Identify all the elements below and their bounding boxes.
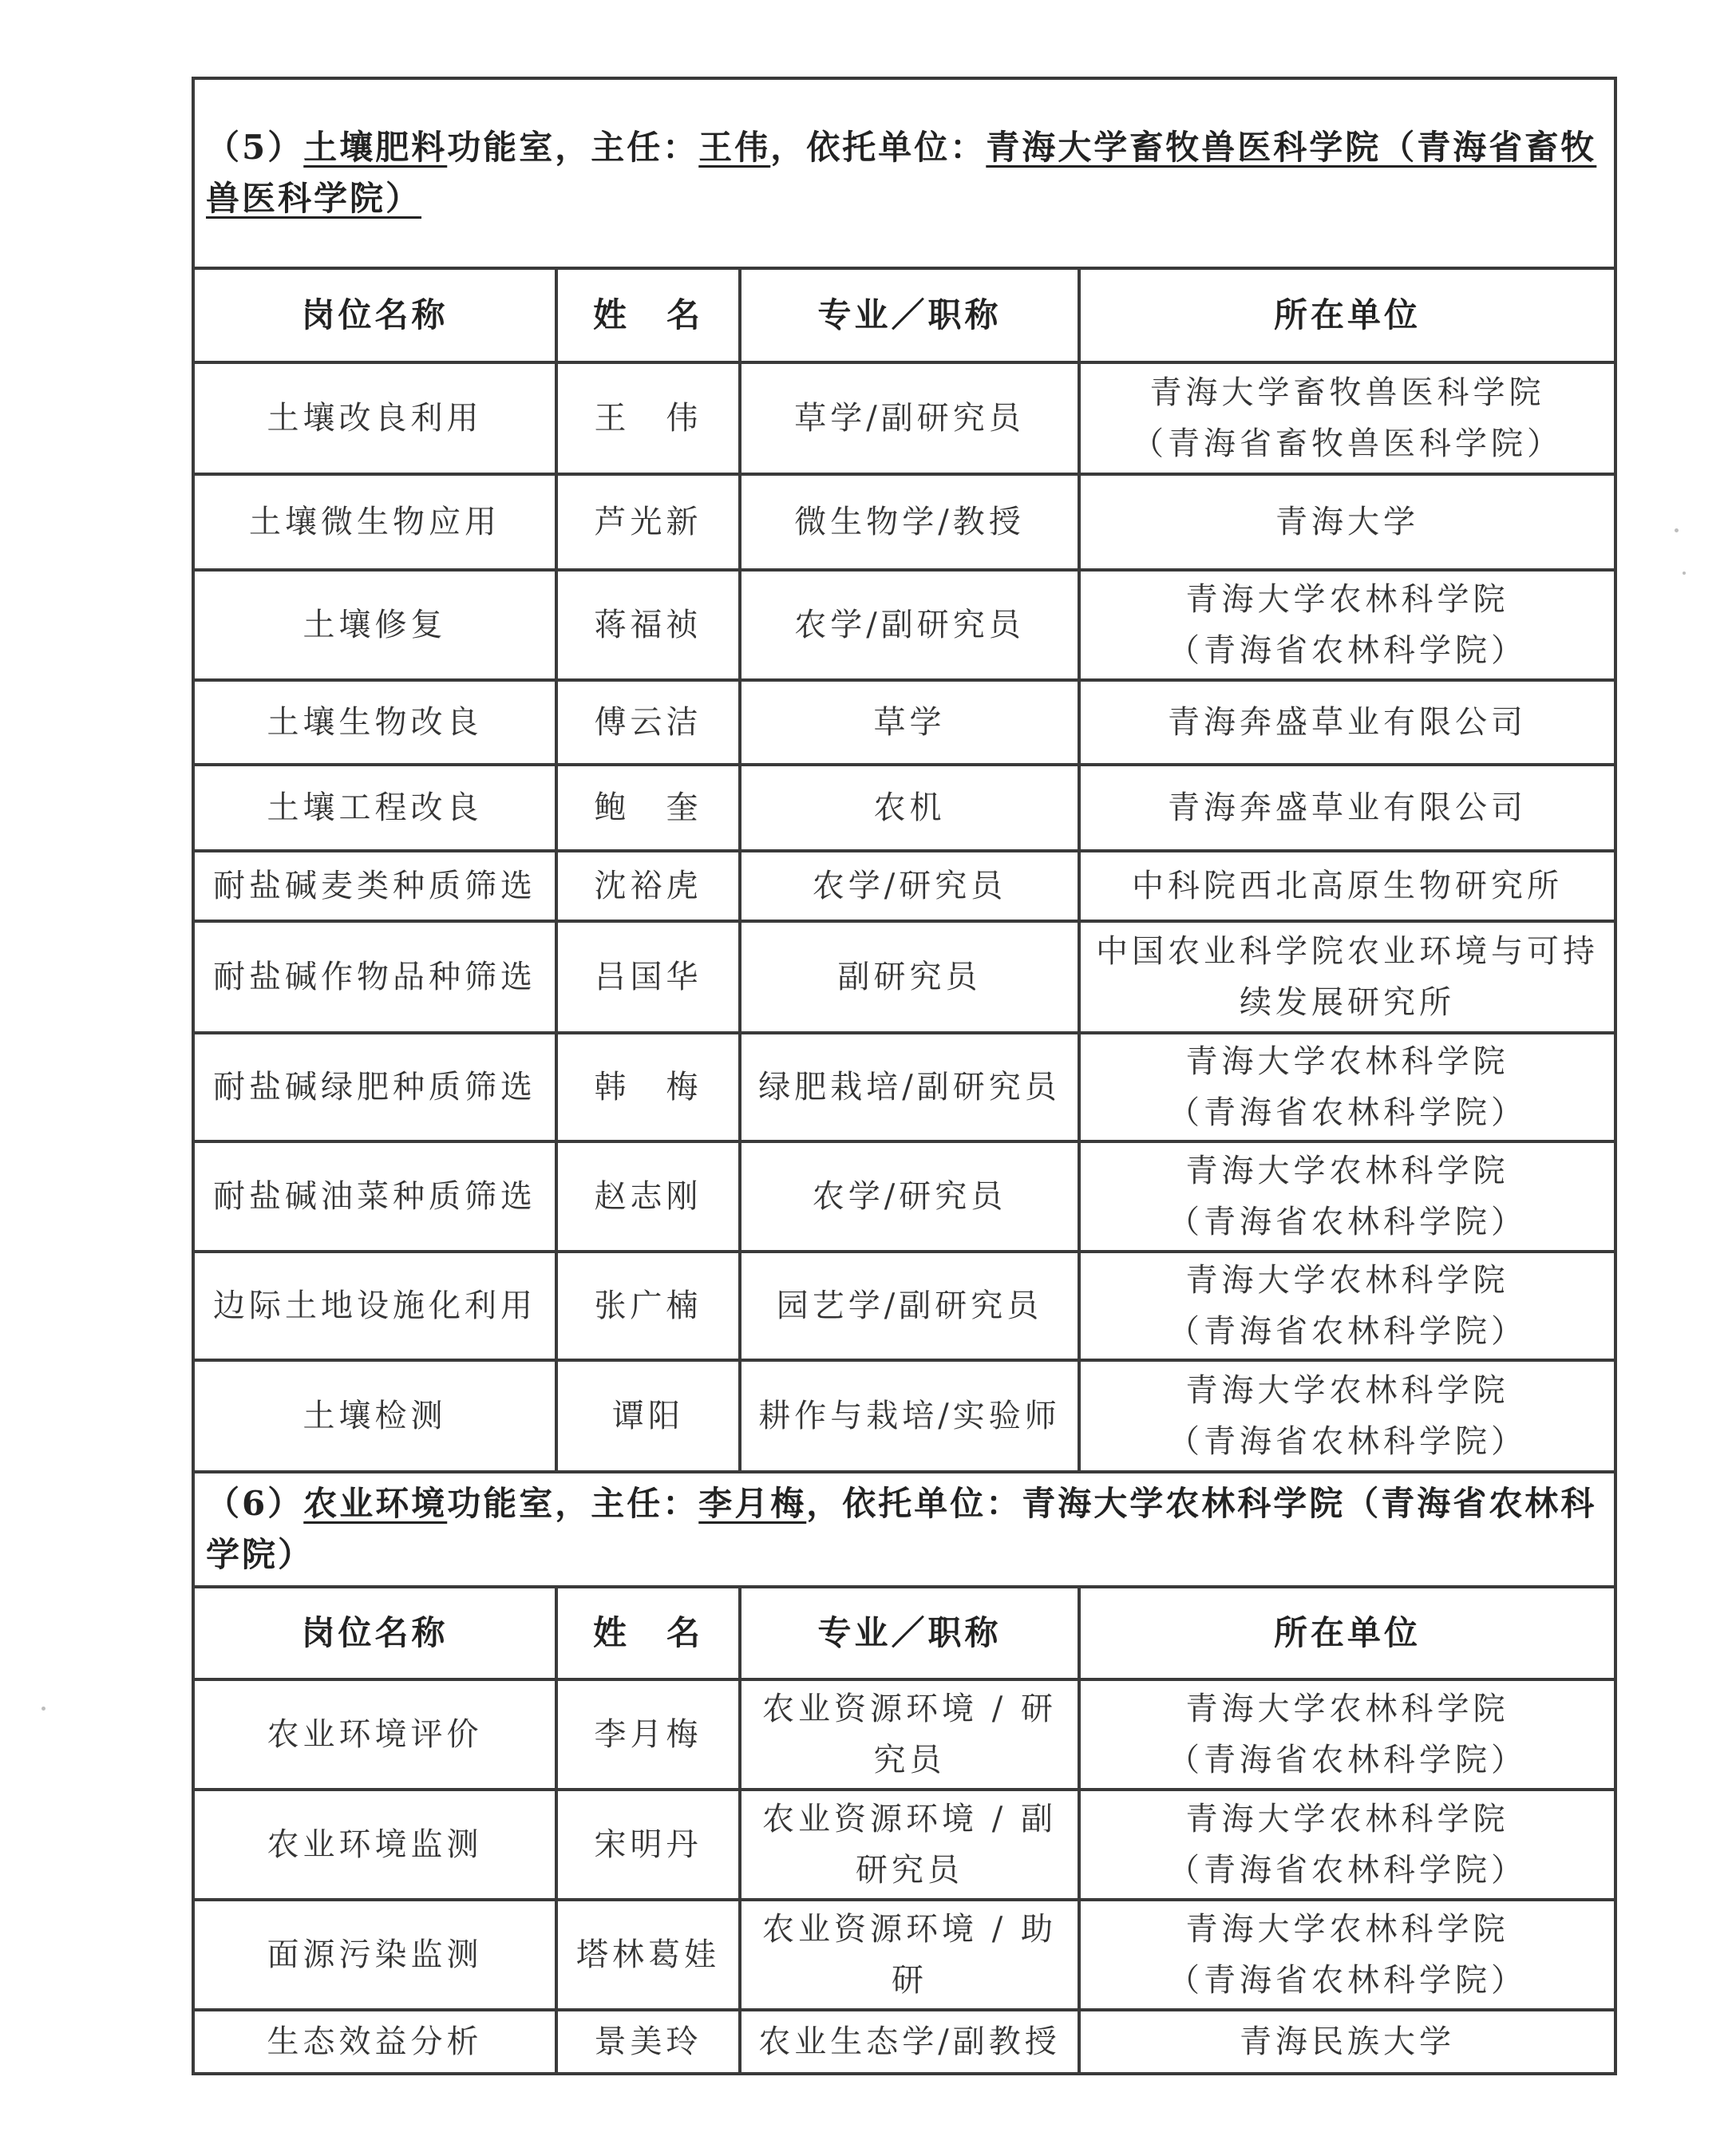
- cell-major-line: 究员: [873, 1742, 946, 1778]
- table-row: [193, 570, 1615, 680]
- cell-position: 耐盐碱麦类种质筛选: [193, 851, 556, 921]
- cell-major-line: 农业生态学/副教授: [758, 2023, 1061, 2060]
- table-row: [193, 921, 1615, 1033]
- cell-name: 李月梅: [556, 1679, 740, 1790]
- cell-unit-line: （青海省农林科学院）: [1168, 1094, 1527, 1131]
- cell-name: 韩 梅: [556, 1033, 740, 1141]
- unit-label: ，依托单位：: [806, 1484, 1022, 1523]
- staff-table: [192, 77, 1617, 2075]
- cell-position: 耐盐碱绿肥种质筛选: [193, 1033, 556, 1141]
- cell-position: 土壤生物改良: [193, 680, 556, 765]
- cell-major: [740, 1679, 1079, 1790]
- cell-major: [740, 1900, 1079, 2010]
- cell-unit-line: （青海省农林科学院）: [1168, 1204, 1527, 1240]
- table-row: [193, 1033, 1615, 1141]
- cell-name: 鲍 奎: [556, 765, 740, 851]
- cell-position: 农业环境监测: [193, 1790, 556, 1900]
- cell-position: 土壤微生物应用: [193, 474, 556, 570]
- cell-name: 芦光新: [556, 474, 740, 570]
- section-heading: [193, 78, 1615, 268]
- cell-unit-line: 青海大学农林科学院: [1185, 1911, 1509, 1948]
- cell-unit-line: 青海大学农林科学院: [1185, 1801, 1509, 1837]
- cell-major-line: 绿肥栽培/副研究员: [758, 1069, 1061, 1106]
- lab-suffix: 功能室，主任：: [447, 128, 699, 167]
- cell-unit: [1079, 1141, 1615, 1252]
- cell-unit: [1079, 474, 1615, 570]
- cell-position: 土壤检测: [193, 1360, 556, 1472]
- cell-unit: [1079, 1900, 1615, 2010]
- cell-unit-line: （青海省农林科学院）: [1168, 1852, 1527, 1889]
- cell-name: 赵志刚: [556, 1141, 740, 1252]
- cell-major: [740, 851, 1079, 921]
- cell-unit-line: 青海大学农林科学院: [1185, 1043, 1509, 1080]
- cell-major-line: 研究员: [856, 1852, 963, 1889]
- header-major: 专业／职称: [740, 1587, 1079, 1679]
- cell-unit-line: 青海大学农林科学院: [1185, 581, 1509, 618]
- cell-unit-line: 青海大学农林科学院: [1185, 1262, 1509, 1299]
- cell-unit-line: 青海大学: [1275, 504, 1419, 540]
- cell-unit: [1079, 921, 1615, 1033]
- cell-unit: [1079, 362, 1615, 474]
- lab-name: 农业环境: [303, 1484, 448, 1523]
- cell-major-line: 农机: [873, 789, 946, 826]
- section-number: （5）: [206, 128, 304, 167]
- cell-major: [740, 1790, 1079, 1900]
- cell-name: 傅云洁: [556, 680, 740, 765]
- cell-major: [740, 1360, 1079, 1472]
- cell-position: 农业环境评价: [193, 1679, 556, 1790]
- table-row: [193, 851, 1615, 921]
- cell-unit-line: 青海大学农林科学院: [1185, 1372, 1509, 1409]
- header-row: [193, 268, 1615, 362]
- cell-unit-line: 中科院西北高原生物研究所: [1132, 868, 1563, 904]
- cell-major-line: 微生物学/教授: [794, 504, 1025, 540]
- cell-unit-line: （青海省农林科学院）: [1168, 632, 1527, 669]
- cell-major: [740, 1252, 1079, 1360]
- scan-speck: [1675, 528, 1679, 532]
- cell-name: 王 伟: [556, 362, 740, 474]
- cell-major-line: 农学/研究员: [812, 868, 1007, 904]
- table-row: [193, 1252, 1615, 1360]
- table-row: [193, 1141, 1615, 1252]
- header-unit: 所在单位: [1079, 268, 1615, 362]
- cell-unit-line: 青海大学畜牧兽医科学院: [1149, 374, 1545, 411]
- header-row: [193, 1587, 1615, 1679]
- cell-unit-line: 中国农业科学院农业环境与可持: [1096, 933, 1599, 970]
- cell-unit: [1079, 1679, 1615, 1790]
- cell-name: 塔林葛娃: [556, 1900, 740, 2010]
- cell-major-line: 农学/研究员: [812, 1178, 1007, 1215]
- cell-name: 谭阳: [556, 1360, 740, 1472]
- cell-major: [740, 570, 1079, 680]
- cell-position: 生态效益分析: [193, 2010, 556, 2074]
- director-name: 王伟: [698, 128, 771, 167]
- cell-unit: [1079, 1790, 1615, 1900]
- cell-unit-line: （青海省农林科学院）: [1168, 1423, 1527, 1460]
- header-unit: 所在单位: [1079, 1587, 1615, 1679]
- cell-major-line: 副研究员: [837, 959, 982, 995]
- cell-position: 土壤改良利用: [193, 362, 556, 474]
- table-row: [193, 474, 1615, 570]
- cell-position: 面源污染监测: [193, 1900, 556, 2010]
- cell-major-line: 农业资源环境 / 助: [762, 1911, 1057, 1948]
- cell-major-line: 研: [892, 1962, 927, 1999]
- cell-unit: [1079, 1360, 1615, 1472]
- cell-major: [740, 765, 1079, 851]
- cell-unit: [1079, 851, 1615, 921]
- cell-major-line: 草学: [873, 704, 946, 741]
- header-name: 姓 名: [556, 268, 740, 362]
- cell-position: 土壤修复: [193, 570, 556, 680]
- cell-major-line: 农业资源环境 / 研: [762, 1691, 1057, 1727]
- header-position: 岗位名称: [193, 1587, 556, 1679]
- table-row: [193, 1900, 1615, 2010]
- cell-name: 沈裕虎: [556, 851, 740, 921]
- table-row: [193, 680, 1615, 765]
- cell-unit: [1079, 1033, 1615, 1141]
- cell-unit: [1079, 2010, 1615, 2074]
- header-name: 姓 名: [556, 1587, 740, 1679]
- cell-major: [740, 474, 1079, 570]
- cell-unit-line: 续发展研究所: [1240, 984, 1455, 1021]
- cell-major: [740, 680, 1079, 765]
- cell-name: 宋明丹: [556, 1790, 740, 1900]
- cell-unit-line: （青海省畜牧兽医科学院）: [1132, 425, 1563, 462]
- cell-position: 边际土地设施化利用: [193, 1252, 556, 1360]
- table-row: [193, 1679, 1615, 1790]
- cell-major-line: 农学/副研究员: [794, 607, 1025, 643]
- cell-unit-line: （青海省农林科学院）: [1168, 1313, 1527, 1350]
- cell-name: 景美玲: [556, 2010, 740, 2074]
- cell-unit-line: （青海省农林科学院）: [1168, 1742, 1527, 1778]
- section-number: （6）: [206, 1484, 304, 1523]
- cell-unit-line: 青海民族大学: [1240, 2023, 1455, 2060]
- cell-unit-line: （青海省农林科学院）: [1168, 1962, 1527, 1999]
- cell-major-line: 草学/副研究员: [794, 400, 1025, 437]
- section-heading: [193, 1472, 1615, 1587]
- cell-major: [740, 1033, 1079, 1141]
- cell-unit-line: 青海奔盛草业有限公司: [1168, 789, 1527, 826]
- cell-name: 吕国华: [556, 921, 740, 1033]
- table-row: [193, 2010, 1615, 2074]
- host-unit: 青海大学农林科学院（青海省农林科学院）: [206, 1484, 1597, 1574]
- lab-name: 土壤肥料: [303, 128, 448, 167]
- cell-position: 耐盐碱油菜种质筛选: [193, 1141, 556, 1252]
- cell-unit: [1079, 570, 1615, 680]
- header-position: 岗位名称: [193, 268, 556, 362]
- cell-major-line: 园艺学/副研究员: [776, 1288, 1043, 1324]
- cell-major-line: 农业资源环境 / 副: [762, 1801, 1057, 1837]
- cell-unit: [1079, 765, 1615, 851]
- cell-unit-line: 青海大学农林科学院: [1185, 1153, 1509, 1189]
- lab-suffix: 功能室，主任：: [447, 1484, 699, 1523]
- section-5-row: [193, 78, 1615, 268]
- cell-major: [740, 2010, 1079, 2074]
- cell-unit: [1079, 680, 1615, 765]
- cell-name: 蒋福祯: [556, 570, 740, 680]
- director-name: 李月梅: [698, 1484, 807, 1523]
- cell-position: 土壤工程改良: [193, 765, 556, 851]
- cell-major-line: 耕作与栽培/实验师: [758, 1398, 1061, 1434]
- cell-major: [740, 1141, 1079, 1252]
- cell-unit: [1079, 1252, 1615, 1360]
- unit-label: ，依托单位：: [770, 128, 987, 167]
- cell-name: 张广楠: [556, 1252, 740, 1360]
- section-6-row: [193, 1472, 1615, 1587]
- table-row: [193, 1360, 1615, 1472]
- header-major: 专业／职称: [740, 268, 1079, 362]
- cell-unit-line: 青海奔盛草业有限公司: [1168, 704, 1527, 741]
- cell-position: 耐盐碱作物品种筛选: [193, 921, 556, 1033]
- table-row: [193, 765, 1615, 851]
- document-page: [192, 77, 1614, 2075]
- cell-major: [740, 921, 1079, 1033]
- scan-speck: [1683, 572, 1686, 575]
- host-unit: 青海大学畜牧兽医科学院（青海省畜牧兽医科学院）: [206, 128, 1597, 218]
- scan-speck: [42, 1707, 45, 1711]
- table-row: [193, 1790, 1615, 1900]
- cell-unit-line: 青海大学农林科学院: [1185, 1691, 1509, 1727]
- cell-major: [740, 362, 1079, 474]
- table-row: [193, 362, 1615, 474]
